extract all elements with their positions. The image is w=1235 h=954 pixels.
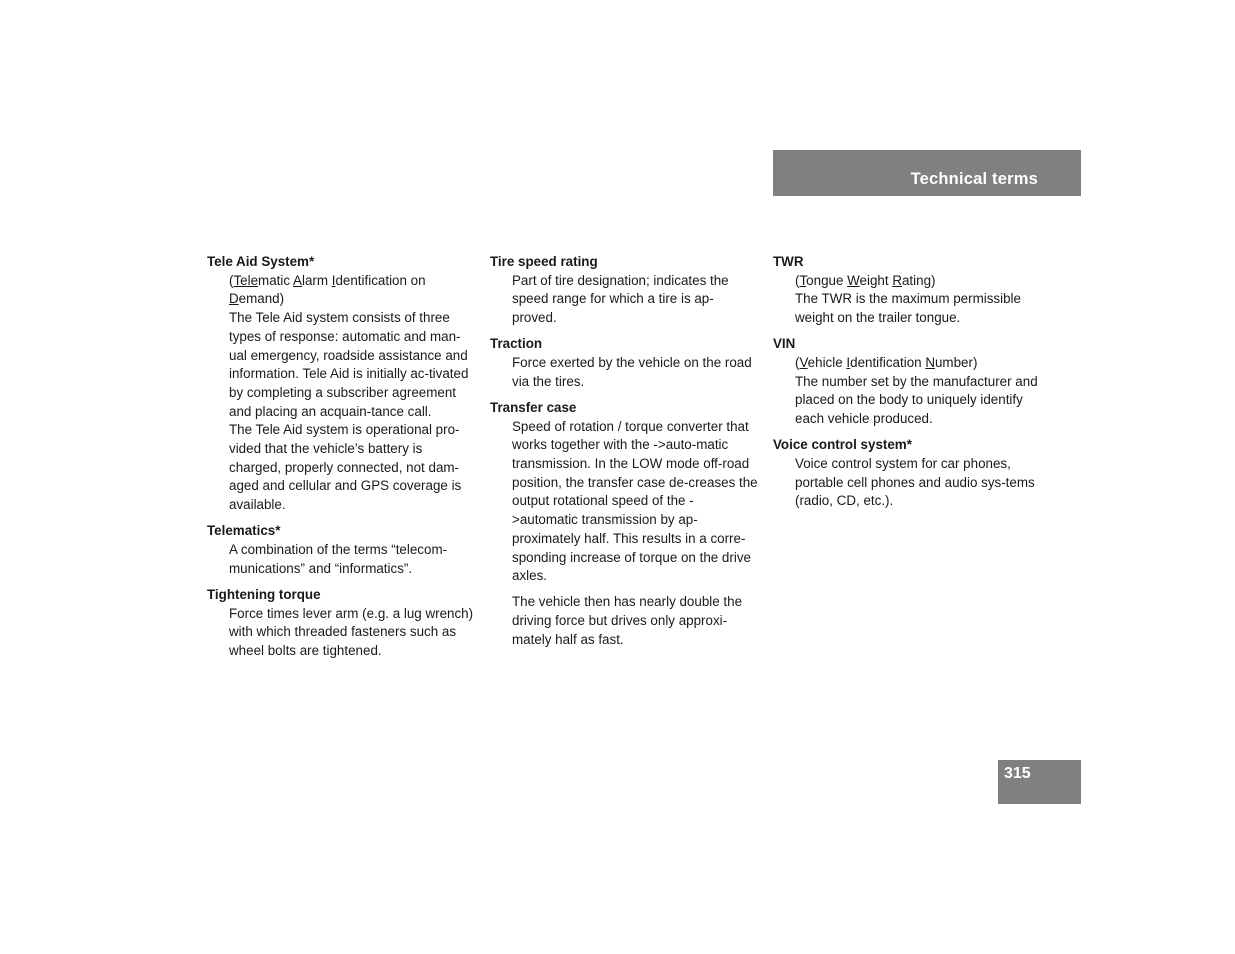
term-paragraph: The number set by the manufacturer and placed on the body to uniquely identify each vehicle produced.	[795, 373, 1038, 427]
column-3	[773, 253, 1041, 519]
term-paragraph: Part of tire designation; indicates the speed range for which a tire is ap-proved.	[512, 272, 729, 326]
term-definition	[207, 272, 475, 515]
term-transfer-case	[490, 399, 758, 650]
term-paragraph: Voice control system for car phones, portable cell phones and audio sys-tems (radio, CD, etc.).	[795, 456, 1035, 509]
page-number: 315	[1004, 765, 1031, 782]
section-header-bar	[773, 150, 1081, 196]
section-title: Technical terms	[910, 170, 1038, 188]
term-title: Transfer case	[490, 399, 577, 415]
term-tire-speed-rating	[490, 253, 758, 328]
term-paragraph: Force exerted by the vehicle on the road via the tires.	[512, 355, 752, 389]
term-telematics	[207, 522, 475, 578]
page-number-box	[998, 760, 1081, 804]
term-abbreviation: (Tongue Weight Rating)	[795, 272, 936, 288]
term-title: Voice control system*	[773, 437, 912, 453]
term-traction	[490, 335, 758, 391]
term-tele-aid-system	[207, 253, 475, 515]
term-title: Traction	[490, 336, 543, 352]
term-paragraph: The Tele Aid system consists of three types of response: automatic and man-ual emergency, roadside assistance and information. Tele Aid is initially ac-tivated by completing a subscriber agreement and placing an acquain-tance call.	[229, 310, 469, 419]
term-definition	[490, 418, 758, 650]
column-2	[490, 253, 758, 657]
term-title: Tire speed rating	[490, 254, 598, 269]
term-twr	[773, 253, 1041, 328]
term-paragraph: The Tele Aid system is operational pro-vided that the vehicle’s battery is charged, properly connected, not dam-aged and cellular and GPS coverage is available.	[229, 422, 462, 513]
term-paragraph: A combination of the terms “telecom-munications” and “informatics”.	[229, 542, 448, 576]
term-definition	[773, 272, 1041, 328]
term-paragraph: Force times lever arm (e.g. a lug wrench) with which threaded fasteners such as wheel bolts are tightened.	[229, 605, 474, 659]
column-1	[207, 253, 475, 668]
term-paragraph: The vehicle then has nearly double the driving force but drives only approxi-mately half as fast.	[512, 594, 743, 647]
term-definition	[490, 354, 758, 391]
term-title: Tele Aid System*	[207, 254, 315, 269]
term-title: TWR	[773, 254, 804, 269]
term-abbreviation: (Vehicle Identification Number)	[795, 355, 978, 371]
term-definition	[773, 455, 1041, 511]
term-vin	[773, 335, 1041, 429]
term-abbreviation: (Telematic Alarm Identification on Demand)	[229, 272, 426, 307]
term-definition	[207, 541, 475, 578]
term-definition	[207, 605, 475, 661]
term-voice-control-system	[773, 436, 1041, 511]
term-title: VIN	[773, 336, 796, 352]
term-tightening-torque	[207, 586, 475, 661]
term-definition	[490, 272, 758, 328]
term-definition	[773, 354, 1041, 429]
term-title: Tightening torque	[207, 586, 321, 602]
term-paragraph: The TWR is the maximum permissible weight on the trailer tongue.	[795, 291, 1021, 326]
term-title: Telematics*	[207, 523, 281, 539]
term-paragraph: Speed of rotation / torque converter that works together with the ->auto-matic transmission. In the LOW mode off-road position, the transfer case de-creases the output rotational speed of the ->automatic transmission by ap-proximately half. This results in a corre-sponding increase of torque on the drive axles.	[512, 418, 758, 584]
